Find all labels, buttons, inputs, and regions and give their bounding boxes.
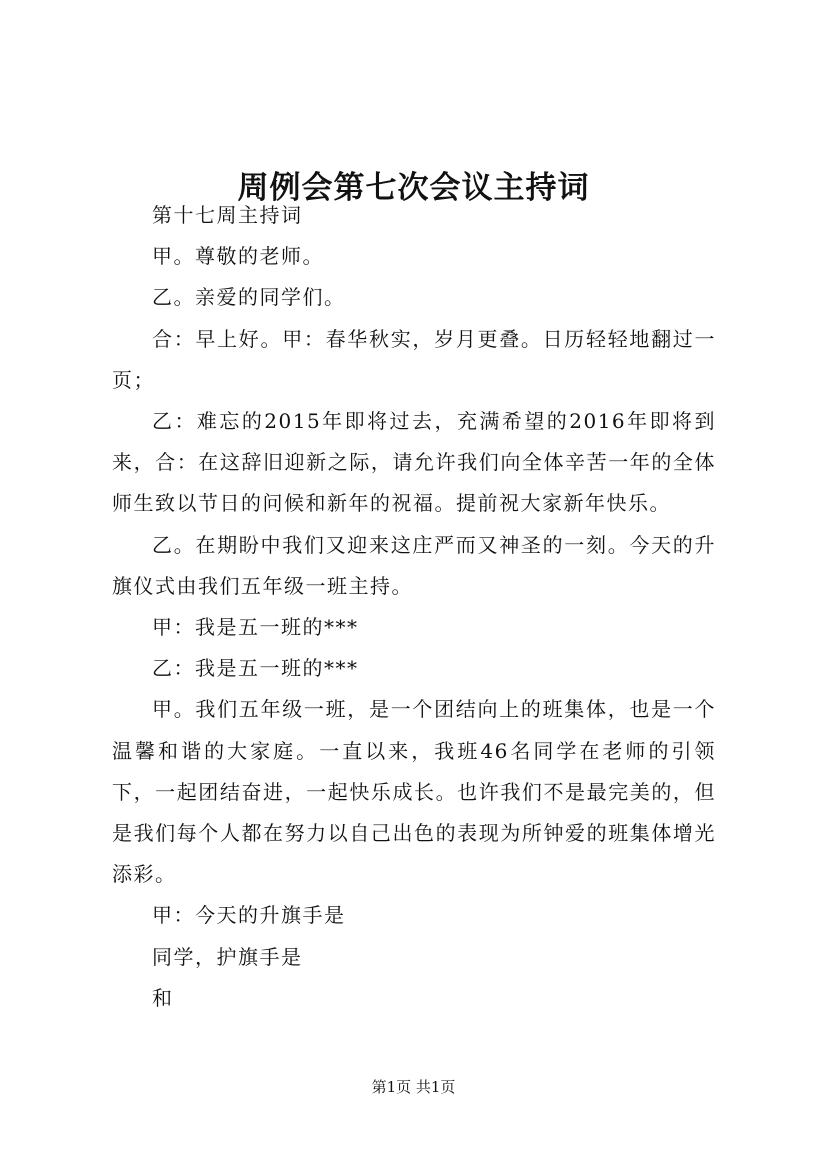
page-number-footer: 第1页 共1页: [371, 1078, 456, 1096]
paragraph: 乙。在期盼中我们又迎来这庄严而又神圣的一刻。今天的升旗仪式由我们五年级一班主持。: [112, 532, 716, 598]
paragraph: 乙。亲爱的同学们。: [152, 285, 346, 310]
paragraph: 甲：今天的升旗手是: [152, 903, 346, 928]
paragraph: 和: [152, 985, 174, 1010]
document-body: [112, 195, 716, 1019]
paragraph: 甲。我们五年级一班，是一个团结向上的班集体，也是一个温馨和谐的大家庭。一直以来，我班46名同学在老师的引领下，一起团结奋进，一起快乐成长。也许我们不是最完美的，但是我们每个人都在努力以自己出色的表现为所钟爱的班集体增光添彩。: [112, 697, 716, 887]
paragraph: 甲。尊敬的老师。: [152, 244, 324, 269]
paragraph: 乙：我是五一班的***: [152, 656, 359, 681]
paragraph: 第十七周主持词: [152, 203, 303, 227]
paragraph: 乙：难忘的2015年即将过去，充满希望的2016年即将到来，合：在这辞旧迎新之际，请允许我们向全体辛苦一年的全体师生致以节日的问候和新年的祝福。提前祝大家新年快乐。: [112, 409, 716, 516]
paragraph: 同学，护旗手是: [152, 944, 303, 969]
paragraph: 甲：我是五一班的***: [152, 615, 359, 640]
document-title: 周例会第七次会议主持词: [237, 169, 590, 206]
paragraph: 合：早上好。甲：春华秋实，岁月更叠。日历轻轻地翻过一页；: [112, 326, 716, 392]
